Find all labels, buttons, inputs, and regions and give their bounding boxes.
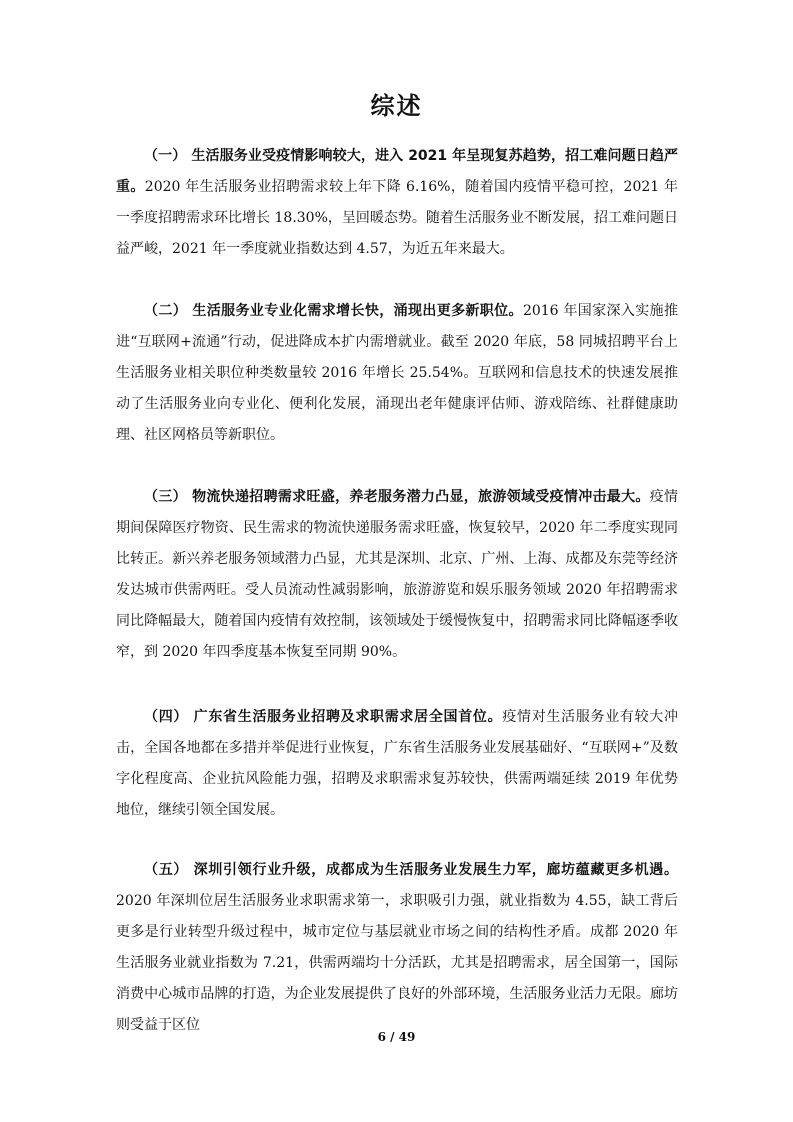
section-4 xyxy=(116,702,678,826)
section-5 xyxy=(116,855,678,1041)
section-body: 2020 年生活服务业招聘需求较上年下降 6.16%，随着国内疫情平稳可控，2021 年一季度招聘需求环比增长 18.30%，呈回暖态势。随着生活服务业不断发展，招工难问题日益严峻，2021 年一季度就业指数达到 4.57，为近五年来最大。 xyxy=(116,179,679,257)
section-heading: （三） 物流快递招聘需求旺盛，养老服务潜力凸显，旅游领域受疫情冲击最大。 xyxy=(144,489,650,505)
section-body: 疫情期间保障医疗物资、民生需求的物流快递服务需求旺盛，恢复较早，2020 年二季度实现同比转正。新兴养老服务领域潜力凸显，尤其是深圳、北京、广州、上海、成都及东莞等经济发达城市供需两旺。受人员流动性减弱影响，旅游游览和娱乐服务领域 2020 年招聘需求同比降幅最大，随着国内疫情有效控制，该领域处于缓慢恢复中，招聘需求同比降幅逐季收窄，到 2020 年四季度基本恢复至同期 90%。 xyxy=(116,489,679,660)
section-1 xyxy=(116,141,678,265)
section-paragraph xyxy=(116,702,678,826)
section-paragraph xyxy=(116,855,678,1041)
section-body: 2020 年深圳位居生活服务业求职需求第一，求职吸引力强，就业指数为 4.55，缺工背后更多是行业转型升级过程中，城市定位与基层就业市场之间的结构性矛盾。成都 2020 年生活服务业就业指数为 7.21，供需两端均十分活跃，尤其是招聘需求，居全国第一，国际消费中心城市品牌的打造，为企业发展提供了良好的外部环境，生活服务业活力无限。廊坊则受益于区位 xyxy=(116,893,678,1033)
page-title: 综述 xyxy=(370,92,423,120)
section-body: 疫情对生活服务业有较大冲击，全国各地都在多措并举促进行业恢复，广东省生活服务业发展基础好、“互联网+”及数字化程度高、企业抗风险能力强，招聘及求职需求复苏较快，供需两端延续 2019 年优势地位，继续引领全国发展。 xyxy=(116,709,679,818)
section-paragraph xyxy=(116,296,678,451)
section-heading: （一） 生活服务业受疫情影响较大，进入 2021 年呈现复苏趋势，招工难问题日趋严重。 xyxy=(116,148,678,195)
page-number: 6 / 49 xyxy=(377,1030,416,1044)
section-heading: （四） 广东省生活服务业招聘及求职需求居全国首位。 xyxy=(144,709,503,725)
section-3 xyxy=(116,482,678,668)
section-paragraph xyxy=(116,482,678,668)
section-heading: （五） 深圳引领行业升级，成都成为生活服务业发展生力军，廊坊蕴藏更多机遇。 xyxy=(144,862,678,878)
section-heading: （二） 生活服务业专业化需求增长快，涌现出更多新职位。 xyxy=(144,303,523,319)
section-paragraph xyxy=(116,141,678,265)
section-body: 2016 年国家深入实施推进“互联网+流通”行动，促进降成本扩内需增就业。截至 2020 年底，58 同城招聘平台上生活服务业相关职位种类数量较 2016 年增长 25.54%。互联网和信息技术的快速发展推动了生活服务业向专业化、便利化发展，涌现出老年健康评估师、游戏陪练、社群健康助理、社区网格员等新职位。 xyxy=(116,303,678,443)
section-2 xyxy=(116,296,678,451)
